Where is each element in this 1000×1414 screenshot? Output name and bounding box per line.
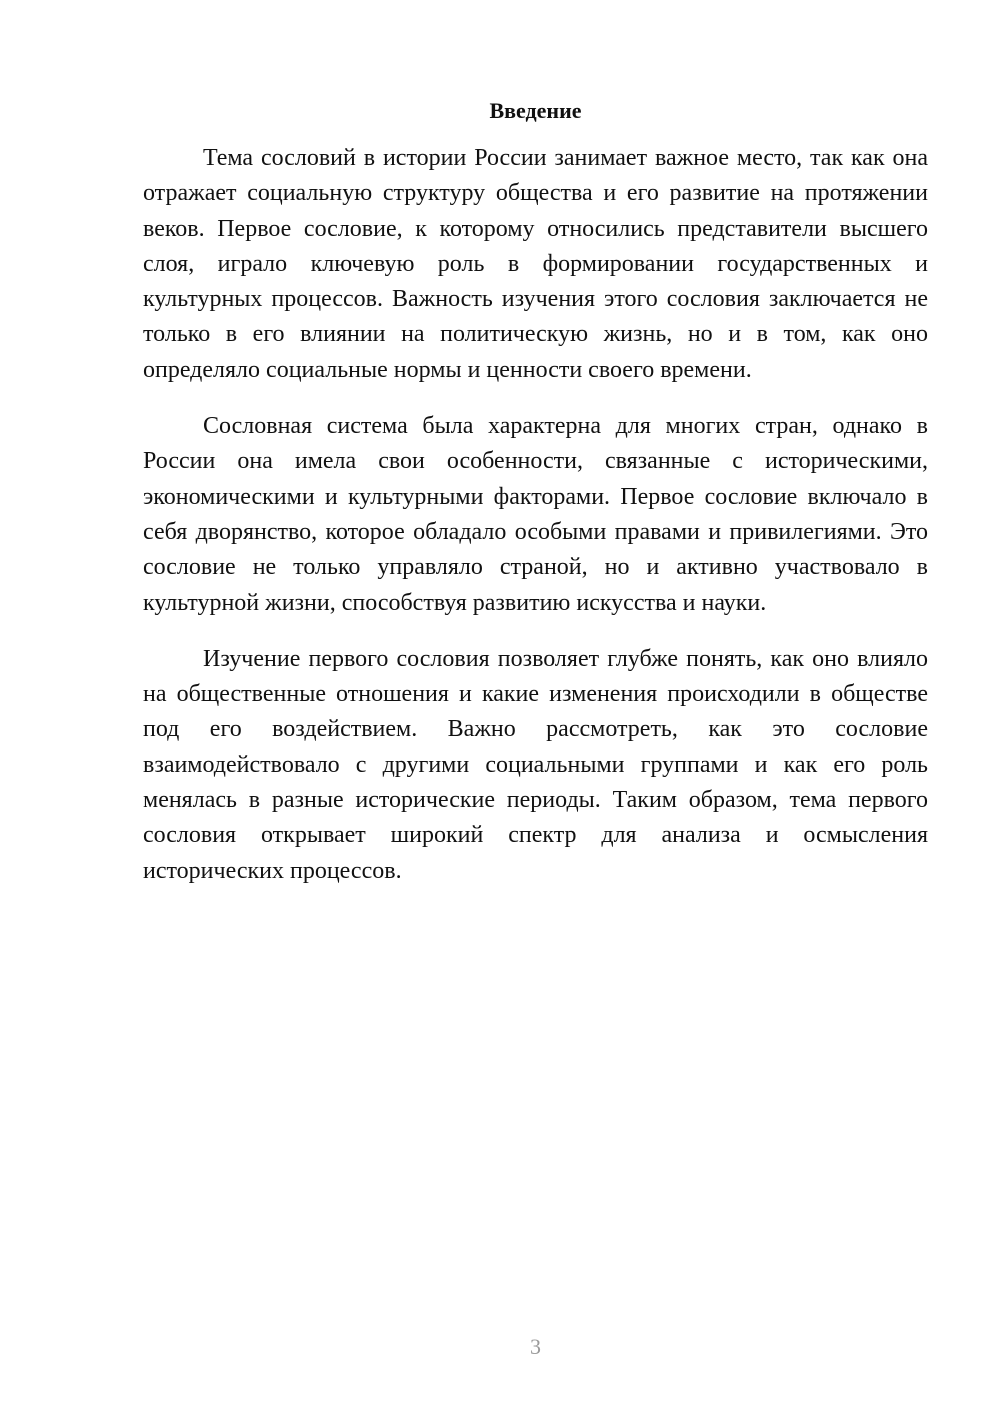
paragraph-1: Тема сословий в истории России занимает важное место, так как она отражает социальную структуру общества и его развитие на протяжении веков. Первое сословие, к которому относились представители высшего слоя, играло ключевую роль в формировании государственных и культурных процессов. Важность изучения этого сословия заключается не только в его влиянии на политическую жизнь, но и в том, как оно определяло социальные нормы и ценности своего времени. [143, 145, 928, 383]
body-text [143, 141, 928, 910]
page-number: 3 [530, 1334, 541, 1359]
paragraph-2: Сословная система была характерна для многих стран, однако в России она имела свои особенности, связанные с историческими, экономическими и культурными факторами. Первое сословие включало в себя дворянство, которое обладало особыми правами и привилегиями. Это сословие не только управляло страной, но и активно участвовало в культурной жизни, способствуя развитию искусства и науки. [143, 413, 928, 616]
section-heading: Введение [489, 98, 582, 123]
paragraph-3: Изучение первого сословия позволяет глубже понять, как оно влияло на общественные отношения и какие изменения происходили в обществе под его воздействием. Важно рассмотреть, как это сословие взаимодействовало с другими социальными группами и как его роль менялась в разные исторические периоды. Таким образом, тема первого сословия открывает широкий спектр для анализа и осмысления исторических процессов. [143, 645, 928, 884]
